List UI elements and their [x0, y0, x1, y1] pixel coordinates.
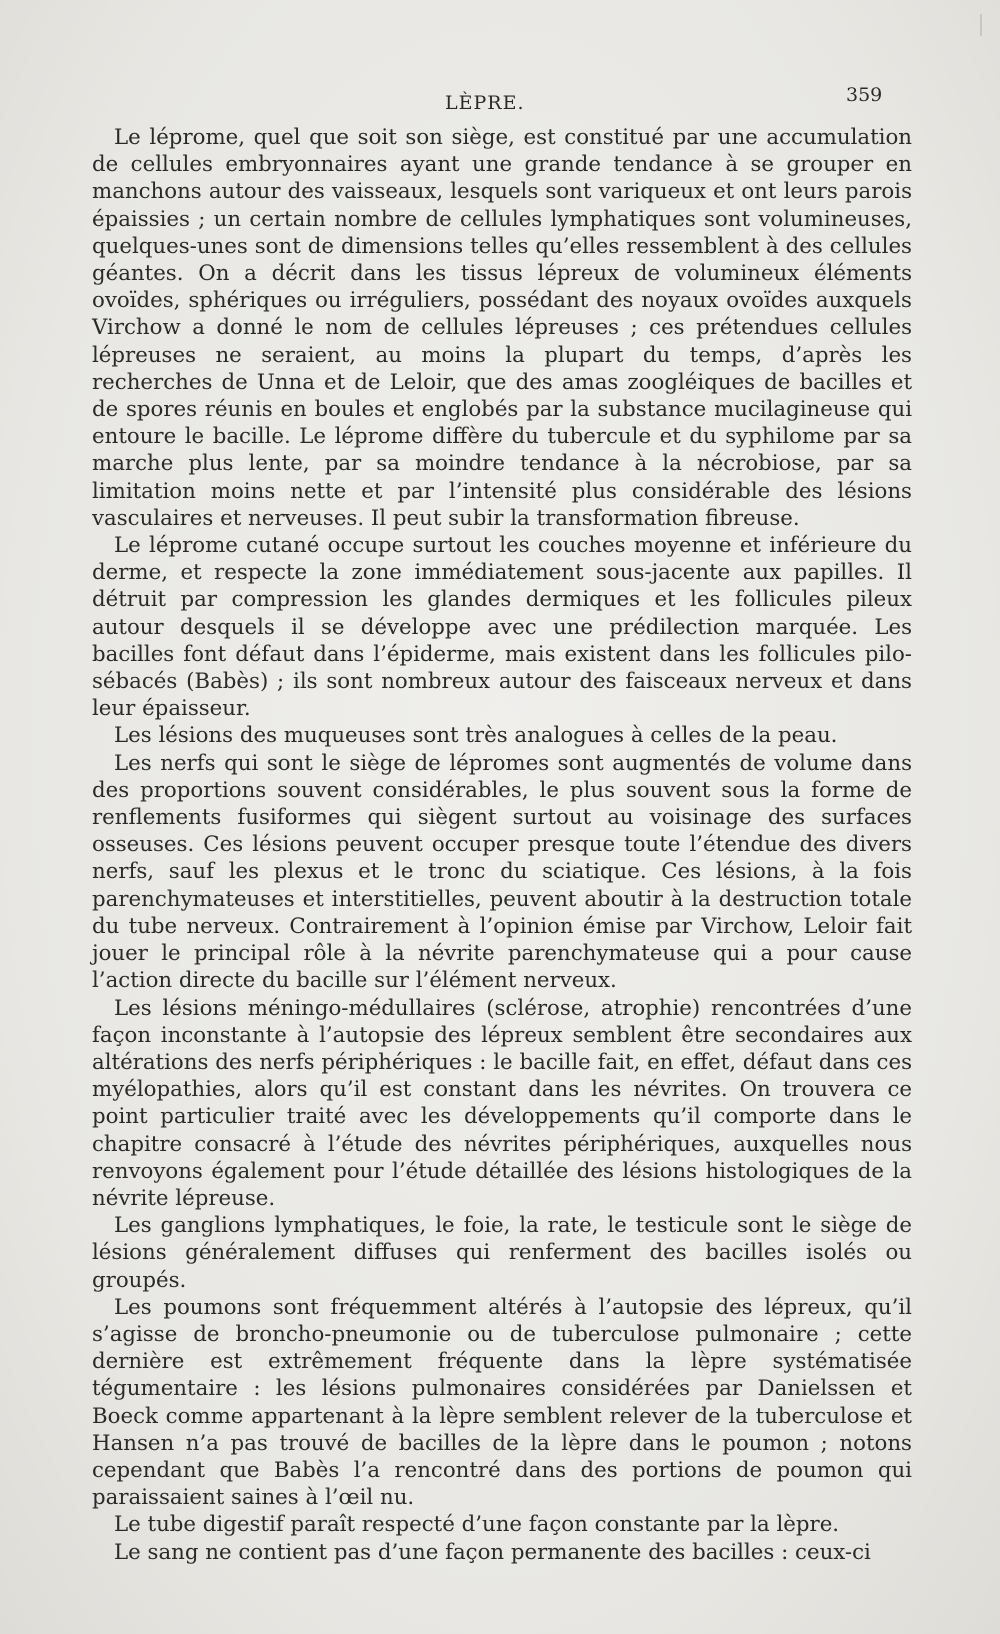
running-title: LÈPRE.	[445, 92, 525, 114]
paragraph-leprome: Le léprome, quel que soit son siège, est constitué par une accumulation de cellules embryonnaires ayant une grande tendance à se grouper en manchons autour des vaisseaux, lesquels sont variqueux et ont leurs parois épaissies ; un certain nombre de cellules lymphatiques sont volumineuses, quelques-unes sont de dimensions telles qu’elles ressemblent à des cellules géantes. On a décrit dans les tissus lépreux de volumineux éléments ovoïdes, sphériques ou irréguliers, possédant des noyaux ovoïdes auxquels Virchow a donné le nom de cellules lépreuses ; ces prétendues cellules lépreuses ne seraient, au moins la plupart du temps, d’après les recherches de Unna et de Leloir, que des amas zoogléiques de bacilles et de spores réunis en boules et englobés par la substance mucilagineuse qui entoure le bacille. Le léprome diffère du tubercule et du syphilome par sa marche plus lente, par sa moindre tendance à la nécrobiose, par sa limitation moins nette et par l’intensité plus considérable des lésions vasculaires et nerveuses. Il peut subir la transformation fibreuse.	[92, 125, 912, 531]
paragraph-tube-digestif: Le tube digestif paraît respecté d’une façon constante par la lèpre.	[114, 1512, 840, 1538]
paragraph-poumons: Les poumons sont fréquemment altérés à l’autopsie des lépreux, qu’il s’agisse de broncho-pneumonie ou de tuberculose pulmonaire ; cette dernière est extrêmement fréquente dans la lèpre systématisée tégumentaire : les lésions pulmonaires considérées par Danielssen et Boeck comme appartenant à la lèpre semblent relever de la tuberculose et Hansen n’a pas trouvé de bacilles de la lèpre dans le poumon ; notons cependant que Babès l’a rencontré dans des portions de poumon qui paraissaient saines à l’œil nu.	[92, 1294, 912, 1511]
body-text	[92, 124, 912, 1566]
paragraph-meningo-medullaires: Les lésions méningo-médullaires (sclérose, atrophie) rencontrées d’une façon inconstante à l’autopsie des lépreux semblent être secondaires aux altérations des nerfs périphériques : le bacille fait, en effet, défaut dans ces myélopathies, alors qu’il est constant dans les névrites. On trouvera ce point particulier traité avec les développements qu’il comporte dans le chapitre consacré à l’étude des névrites périphériques, auxquelles nous renvoyons également pour l’étude détaillée des lésions histologiques de la névrite lépreuse.	[92, 995, 912, 1211]
paragraph-leprome-cutane: Le léprome cutané occupe surtout les couches moyenne et inférieure du derme, et respecte la zone immédiatement sous-jacente aux papilles. Il détruit par compression les glandes dermiques et les follicules pileux autour desquels il se développe avec une prédilection marquée. Les bacilles font défaut dans l’épiderme, mais existent dans les follicules pilo-sébacés (Babès) ; ils sont nombreux autour des faisceaux nerveux et dans leur épaisseur.	[92, 533, 912, 722]
paragraph-ganglions: Les ganglions lymphatiques, le foie, la rate, le testicule sont le siège de lésions généralement diffuses qui renferment des bacilles isolés ou groupés.	[92, 1213, 912, 1293]
paragraph-nerfs: Les nerfs qui sont le siège de lépromes sont augmentés de volume dans des proportions souvent considérables, le plus souvent sous la forme de renflements fusiformes qui siègent surtout au voisinage des surfaces osseuses. Ces lésions peuvent occuper presque toute l’étendue des divers nerfs, sauf les plexus et le tronc du sciatique. Ces lésions, à la fois parenchymateuses et interstitielles, peuvent aboutir à la destruction totale du tube nerveux. Contrairement à l’opinion émise par Virchow, Leloir fait jouer le principal rôle à la névrite parenchymateuse qui a pour cause l’action directe du bacille sur l’élément nerveux.	[92, 750, 912, 994]
paragraph-sang: Le sang ne contient pas d’une façon permanente des bacilles : ceux-ci	[114, 1539, 871, 1565]
paragraph-muqueuses: Les lésions des muqueuses sont très analogues à celles de la peau.	[114, 723, 838, 749]
page-edge-mark	[980, 14, 982, 36]
page-header	[0, 84, 1000, 122]
page-number: 359	[846, 84, 883, 106]
